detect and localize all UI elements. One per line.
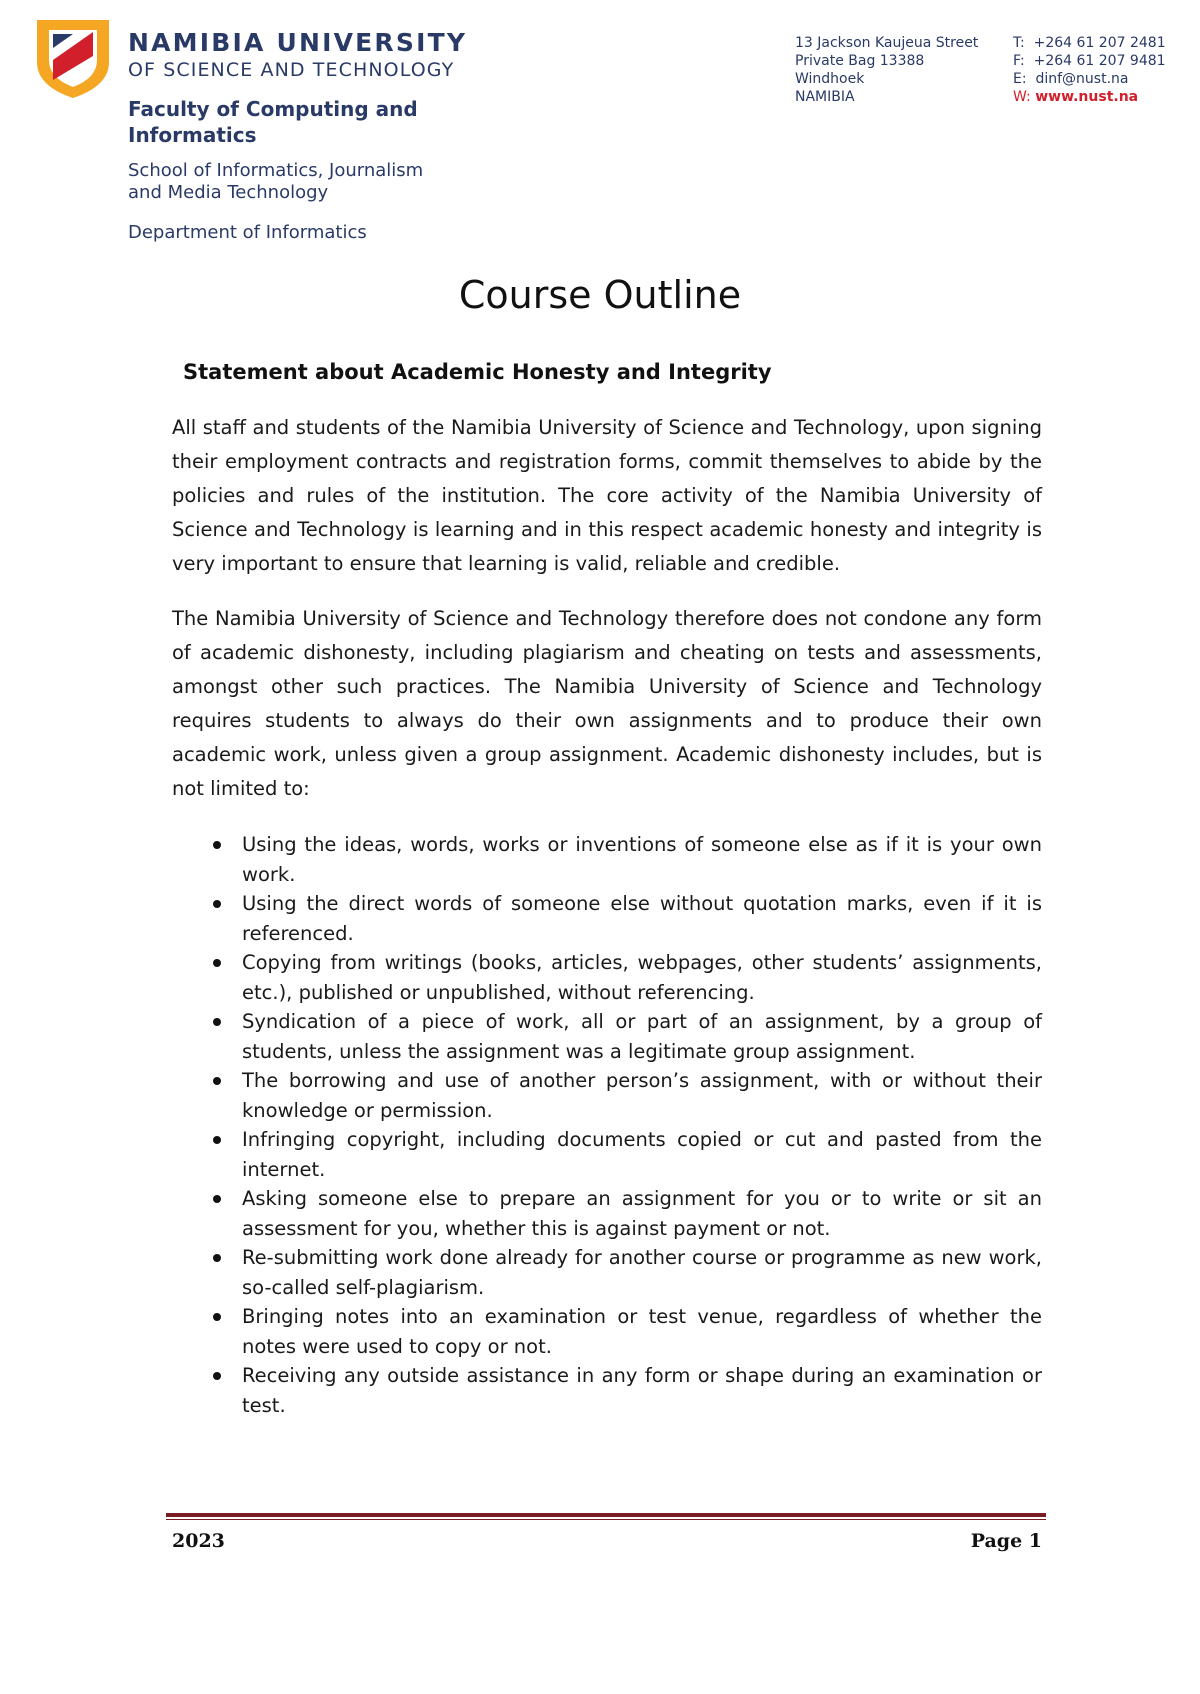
dishonesty-list (172, 830, 1042, 1420)
bullet-icon (213, 1372, 221, 1380)
list-item (172, 830, 1042, 889)
bullet-icon (213, 1018, 221, 1026)
address-country: NAMIBIA (795, 89, 855, 105)
list-item (172, 1125, 1042, 1184)
list-item (172, 1302, 1042, 1361)
phone-label: T: (1013, 35, 1025, 51)
footer-year: 2023 (172, 1530, 225, 1552)
department-name: Department of Informatics (128, 222, 367, 243)
postal-address (795, 34, 978, 106)
list-item-text: Bringing notes into an examination or test venue, regardless of whether the notes were used to copy or not. (242, 1305, 1042, 1358)
web-link[interactable]: www.nust.na (1035, 89, 1139, 105)
bullet-icon (213, 1195, 221, 1203)
bullet-icon (213, 1313, 221, 1321)
footer-divider-thin (166, 1519, 1046, 1520)
bullet-icon (213, 1254, 221, 1262)
address-city: Windhoek (795, 71, 865, 87)
list-item-text: Receiving any outside assistance in any form or shape during an examination or test. (242, 1364, 1042, 1417)
faculty-name: Faculty of Computing and Informatics (128, 97, 418, 147)
list-item (172, 1066, 1042, 1125)
contact-web (1013, 88, 1166, 106)
list-item (172, 889, 1042, 948)
email-address[interactable]: dinf@nust.na (1035, 71, 1129, 87)
list-item-text: Re-submitting work done already for another course or programme as new work, so-called self-plagiarism. (242, 1246, 1042, 1299)
fax-number: +264 61 207 9481 (1033, 53, 1166, 69)
list-item-text: Syndication of a piece of work, all or part of an assignment, by a group of students, unless the assignment was a legitimate group assignment. (242, 1010, 1042, 1063)
university-name: NAMIBIA UNIVERSITY (128, 28, 468, 57)
fax-label: F: (1013, 53, 1025, 69)
bullet-icon (213, 1136, 221, 1144)
contact-email (1013, 70, 1166, 88)
list-item-text: Using the ideas, words, works or inventions of someone else as if it is your own work. (242, 833, 1042, 886)
list-item-text: Copying from writings (books, articles, webpages, other students’ assignments, etc.), published or unpublished, without referencing. (242, 951, 1042, 1004)
bullet-icon (213, 1077, 221, 1085)
contact-phone (1013, 34, 1166, 52)
bullet-icon (213, 900, 221, 908)
list-item (172, 948, 1042, 1007)
list-item (172, 1243, 1042, 1302)
address-street: 13 Jackson Kaujeua Street (795, 35, 979, 51)
page-number: Page 1 (970, 1530, 1042, 1552)
list-item (172, 1361, 1042, 1420)
paragraph-policy: All staff and students of the Namibia University of Science and Technology, upon signing their employment contracts and registration forms, commit themselves to abide by the policies and rules of the institution. The core activity of the Namibia University of Science and Technology is learning and in this respect academic honesty and integrity is very important to ensure that learning is valid, reliable and credible. (172, 416, 1042, 575)
list-item (172, 1184, 1042, 1243)
bullet-icon (213, 959, 221, 967)
contact-details (1013, 34, 1166, 106)
email-label: E: (1013, 71, 1027, 87)
web-label: W: (1013, 89, 1031, 105)
bullet-icon (213, 841, 221, 849)
paragraph-dishonesty: The Namibia University of Science and Technology therefore does not condone any form of academic dishonesty, including plagiarism and cheating on tests and assessments, amongst other such practices. The Namibia University of Science and Technology requires students to always do their own assignments and to produce their own academic work, unless given a group assignment. Academic dishonesty includes, but is not limited to: (172, 607, 1042, 800)
list-item-text: Infringing copyright, including documents copied or cut and pasted from the internet. (242, 1128, 1042, 1181)
section-heading: Statement about Academic Honesty and Integrity (183, 360, 772, 384)
contact-fax (1013, 52, 1166, 70)
list-item-text: The borrowing and use of another person’s assignment, with or without their knowledge or permission. (242, 1069, 1042, 1122)
list-item (172, 1007, 1042, 1066)
university-subtitle: OF SCIENCE AND TECHNOLOGY (128, 59, 455, 81)
document-title: Course Outline (458, 273, 742, 317)
address-bag: Private Bag 13388 (795, 53, 925, 69)
list-item-text: Using the direct words of someone else without quotation marks, even if it is referenced. (242, 892, 1042, 945)
list-item-text: Asking someone else to prepare an assignment for you or to write or sit an assessment for you, whether this is against payment or not. (242, 1187, 1042, 1240)
footer-divider (166, 1513, 1046, 1517)
phone-number: +264 61 207 2481 (1033, 35, 1166, 51)
university-logo-icon (33, 16, 113, 100)
school-name: School of Informatics, Journalism and Media Technology (128, 160, 424, 203)
